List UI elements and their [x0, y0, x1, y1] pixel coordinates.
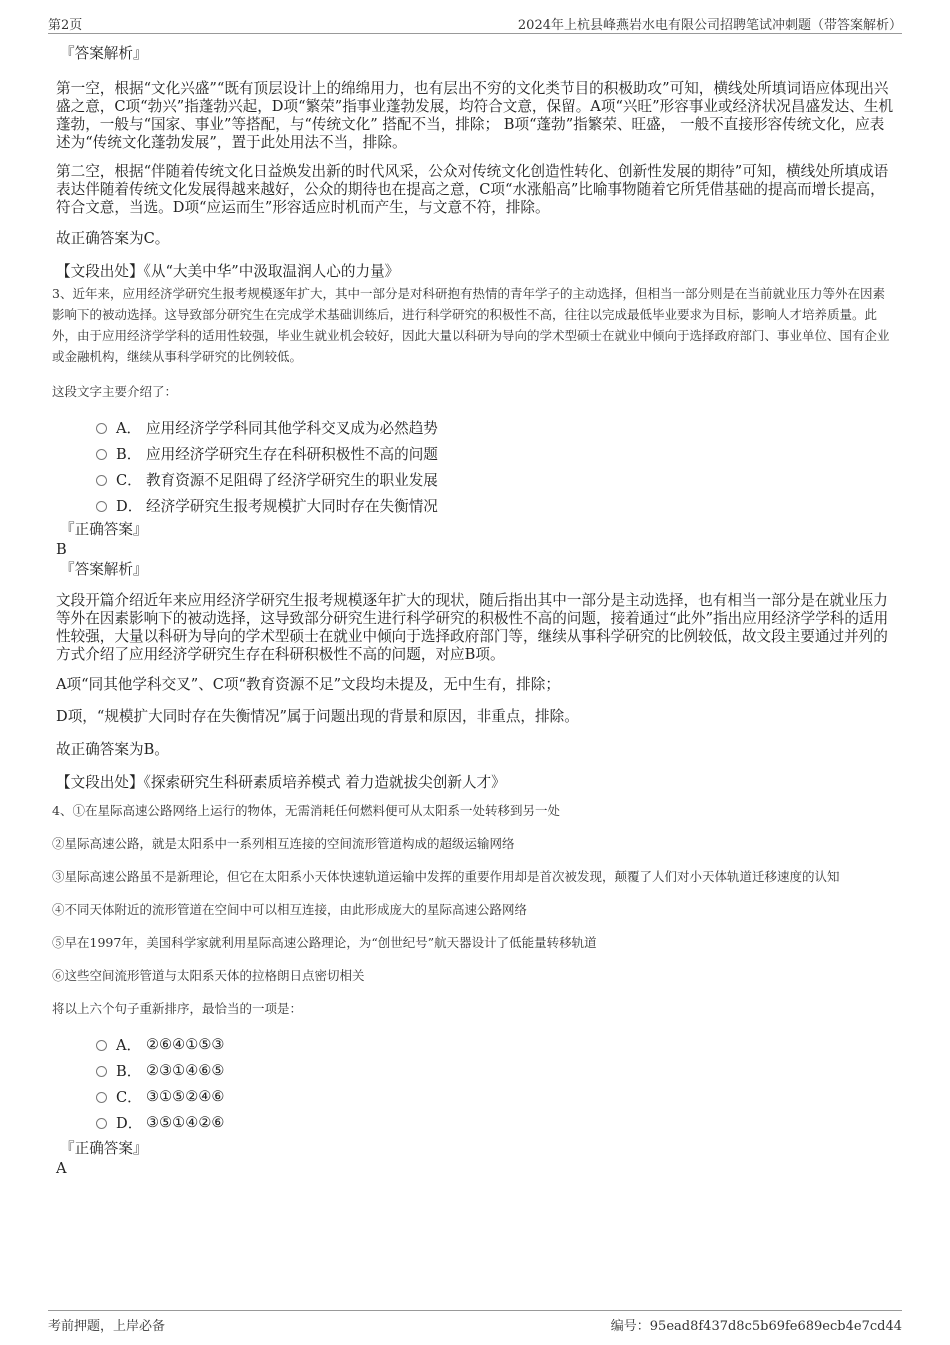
- q3-question: 这段文字主要介绍了：: [52, 384, 178, 399]
- q2-analysis-label: 『答案解析』: [60, 45, 148, 62]
- footer-slogan: 考前押题，上岸必备: [48, 1319, 166, 1334]
- q4-sentence-2: ②星际高速公路，就是太阳系中一系列相互连接的空间流形管道构成的超级运输网络: [52, 836, 515, 851]
- document-id: 编号：95ead8f437d8c5b69fe689ecb4e7cd44: [610, 1319, 902, 1334]
- radio-icon[interactable]: [96, 475, 107, 486]
- radio-icon[interactable]: [96, 1066, 107, 1077]
- q4-sentence-6: ⑥这些空间流形管道与太阳系天体的拉格朗日点密切相关: [52, 968, 365, 983]
- q3-option-c[interactable]: C． 教育资源不足阻碍了经济学研究生的职业发展: [96, 466, 896, 492]
- q4-option-a[interactable]: A． ②⑥④①⑤③: [96, 1031, 896, 1057]
- radio-icon[interactable]: [96, 501, 107, 512]
- q4-option-b[interactable]: B． ②③①④⑥⑤: [96, 1057, 896, 1083]
- q3-option-b[interactable]: B． 应用经济学研究生存在科研积极性不高的问题: [96, 440, 896, 466]
- document-body: [52, 44, 896, 1179]
- q3-options: [96, 414, 896, 518]
- q4-option-d[interactable]: D． ③⑤①④②⑥: [96, 1109, 896, 1135]
- q4-answer: A: [56, 1160, 67, 1177]
- q3-answer: B: [56, 541, 67, 558]
- q4-sentence-4: ④不同天体附近的流形管道在空间中可以相互连接，由此形成庞大的星际高速公路网络: [52, 902, 528, 917]
- page-number: 第2页: [48, 18, 83, 33]
- radio-icon[interactable]: [96, 1040, 107, 1051]
- q3-option-a[interactable]: A． 应用经济学学科同其他学科交叉成为必然趋势: [96, 414, 896, 440]
- q3-analysis-label: 『答案解析』: [60, 561, 148, 578]
- q4-sentence-1: 4、①在星际高速公路网络上运行的物体，无需消耗任何燃料便可从太阳系一处转移到另一处: [52, 803, 560, 818]
- q4-options: [96, 1031, 896, 1135]
- q3-conclusion: 故正确答案为B。: [56, 741, 169, 758]
- q4-question: 将以上六个句子重新排序，最恰当的一项是：: [52, 1001, 303, 1016]
- radio-icon[interactable]: [96, 423, 107, 434]
- q2-analysis-para1: 第一空，根据“文化兴盛”“既有顶层设计上的绵绵用力，也有层出不穷的文化类节目的积极助攻”可知，横线处所填词语应体现出兴盛之意，C项“勃兴”指蓬勃兴起，D项“繁荣”指事业蓬勃发展，均符合文意，保留。A项“兴旺”形容事业或经济状况昌盛发达、生机蓬勃，一般与“国家、事业”等搭配，与“传统文化” 搭配不当，排除； B项“蓬勃”指繁荣、旺盛， 一般不直接形容传统文化，应表述为“传统文化蓬勃发展”，置于此处用法不当，排除。: [56, 80, 894, 151]
- q4-answer-label: 『正确答案』: [60, 1140, 148, 1157]
- radio-icon[interactable]: [96, 1118, 107, 1129]
- q2-conclusion: 故正确答案为C。: [56, 230, 170, 247]
- q3-stem: 3、近年来，应用经济学研究生报考规模逐年扩大，其中一部分是对科研抱有热情的青年学子的主动选择，但相当一部分则是在当前就业压力等外在因素影响下的被动选择。这导致部分研究生在完成学术基础训练后，进行科学研究的积极性不高，往往以完成最低毕业要求为目标，影响人才培养质量。此外，由于应用经济学学科的适用性较强，毕业生就业机会较好，因此大量以科研为导向的学术型硕士在就业中倾向于选择政府部门、事业单位、国有企业或金融机构，继续从事科学研究的比例较低。: [52, 286, 890, 364]
- q3-analysis-para2: A项“同其他学科交叉”、C项“教育资源不足”文段均未提及，无中生有，排除；: [56, 676, 560, 693]
- q3-source: 【文段出处】《探索研究生科研素质培养模式 着力造就拔尖创新人才》: [56, 774, 506, 791]
- q3-option-d[interactable]: D． 经济学研究生报考规模扩大同时存在失衡情况: [96, 492, 896, 518]
- q3-analysis-para1: 文段开篇介绍近年来应用经济学研究生报考规模逐年扩大的现状，随后指出其中一部分是主动选择，也有相当一部分是在就业压力等外在因素影响下的被动选择，这导致部分研究生进行科学研究的积极性不高的问题，接着通过“此外”指出应用经济学学科的适用性较强，大量以科研为导向的学术型硕士在就业中倾向于选择政府部门等，继续从事科学研究的比例较低，故文段主要通过并列的方式介绍了应用经济学研究生存在科研积极性不高的问题，对应B项。: [56, 592, 889, 663]
- q4-sentence-5: ⑤早在1997年，美国科学家就利用星际高速公路理论，为“创世纪号”航天器设计了低能量转移轨道: [52, 935, 597, 950]
- q3-analysis-para3: D项，“规模扩大同时存在失衡情况”属于问题出现的背景和原因，非重点，排除。: [56, 708, 579, 725]
- document-title: 2024年上杭县峰燕岩水电有限公司招聘笔试冲刺题（带答案解析）: [517, 18, 902, 33]
- page-header: [48, 12, 902, 34]
- q2-analysis-para2: 第二空，根据“伴随着传统文化日益焕发出新的时代风采，公众对传统文化创造性转化、创新性发展的期待”可知，横线处所填成语表达伴随着传统文化发展得越来越好，公众的期待也在提高之意，C项“水涨船高”比喻事物随着它所凭借基础的提高而增长提高，符合文意，当选。D项“应运而生”形容适应时机而产生，与文意不符，排除。: [56, 163, 889, 216]
- q4-sentence-3: ③星际高速公路虽不是新理论，但它在太阳系小天体快速轨道运输中发挥的重要作用却是首次被发现，颠覆了人们对小天体轨道迁移速度的认知: [52, 869, 840, 884]
- radio-icon[interactable]: [96, 1092, 107, 1103]
- page-footer: [48, 1310, 902, 1332]
- q2-source: 【文段出处】《从“大美中华”中汲取温润人心的力量》: [56, 263, 400, 280]
- radio-icon[interactable]: [96, 449, 107, 460]
- q3-answer-label: 『正确答案』: [60, 521, 148, 538]
- q4-option-c[interactable]: C． ③①⑤②④⑥: [96, 1083, 896, 1109]
